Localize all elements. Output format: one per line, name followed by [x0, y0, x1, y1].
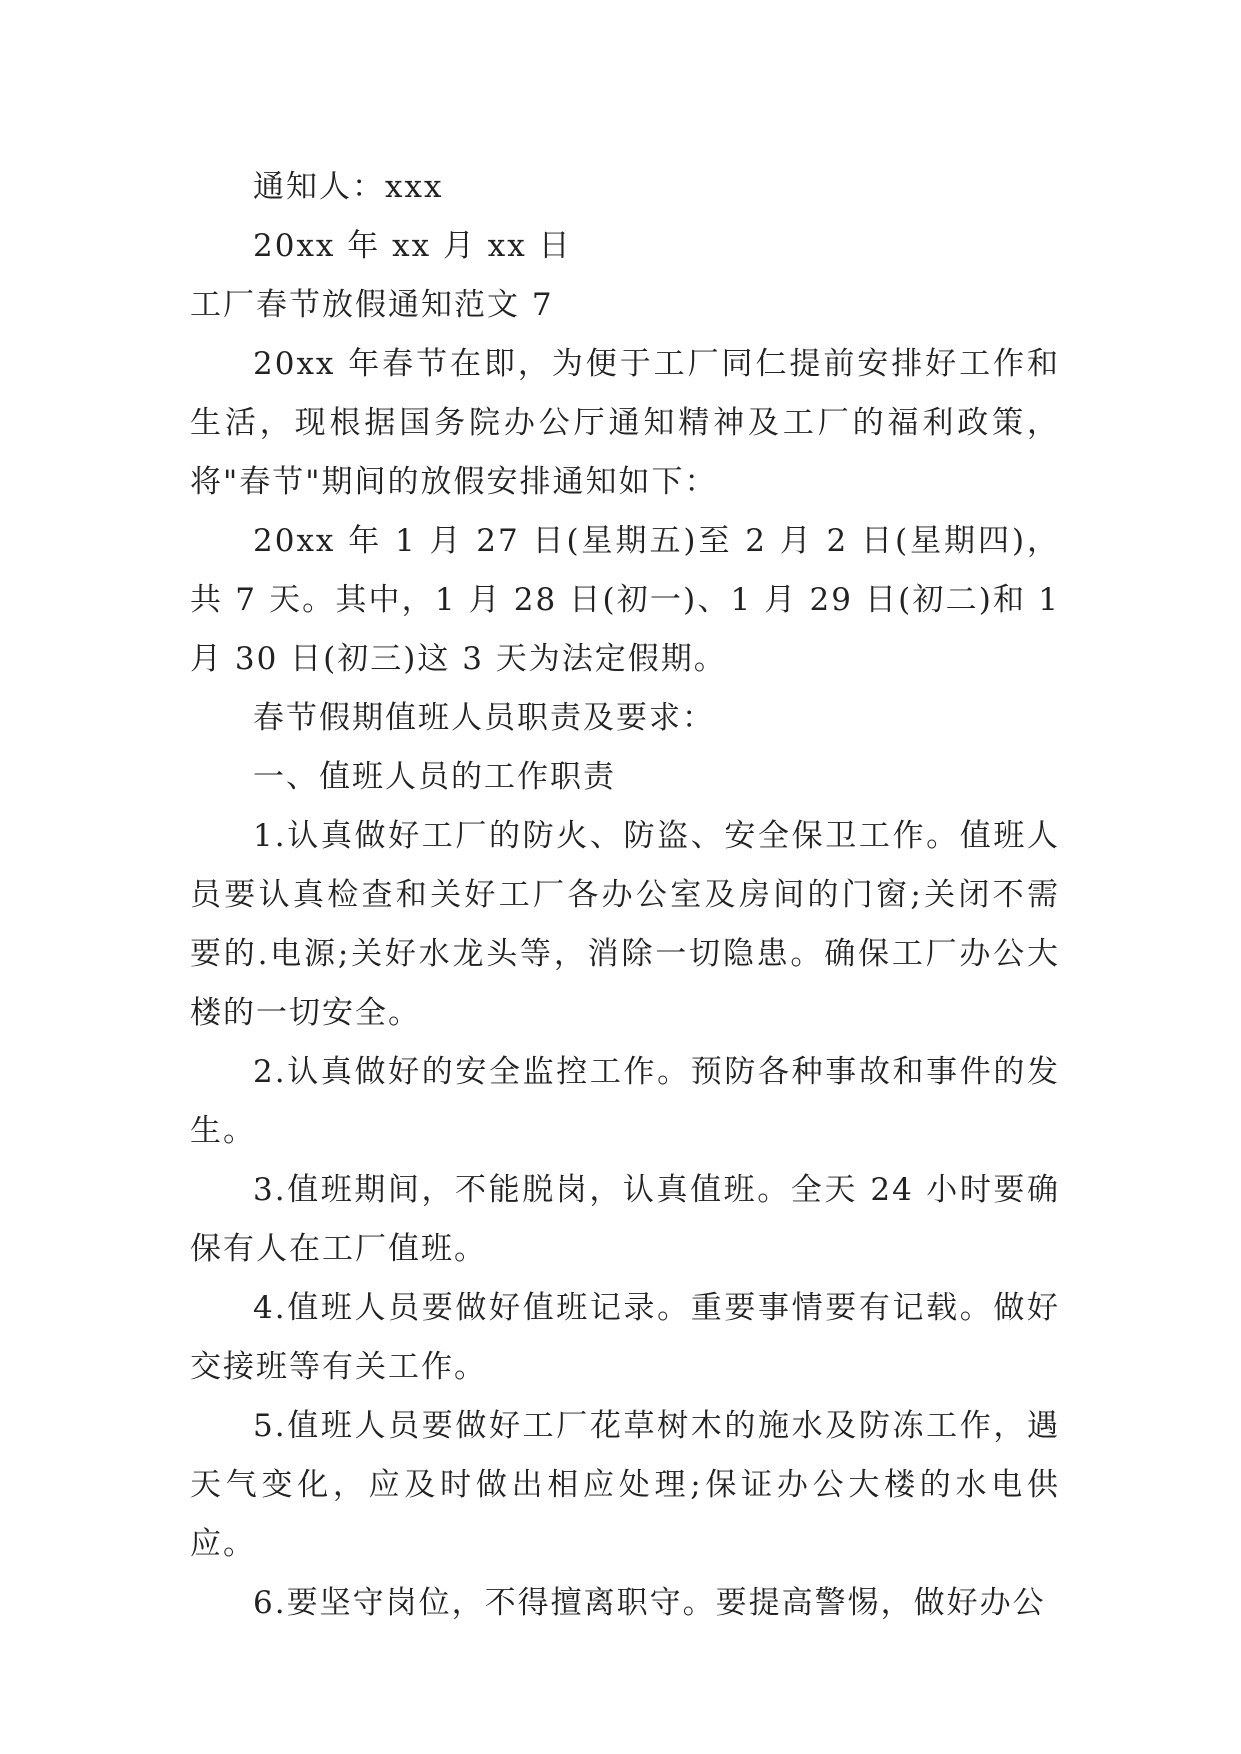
- duty-heading: 春节假期值班人员职责及要求：: [253, 700, 715, 736]
- document-body: [190, 158, 1060, 1633]
- notifier-line: 通知人：xxx: [253, 169, 444, 205]
- section-title: 工厂春节放假通知范文 7: [190, 287, 554, 323]
- duty-item-3: 3.值班期间，不能脱岗，认真值班。全天 24 小时要确保有人在工厂值班。: [190, 1172, 1060, 1267]
- holiday-paragraph: 20xx 年 1 月 27 日(星期五)至 2 月 2 日(星期四)，共 7 天。其中，1 月 28 日(初一)、1 月 29 日(初二)和 1 月 30 日(初三)这 3 天为法定假期。: [190, 523, 1060, 677]
- duty-item-6: 6.要坚守岗位，不得擅离职守。要提高警惕，做好办公: [253, 1585, 1046, 1621]
- duty-item-4: 4.值班人员要做好值班记录。重要事情要有记载。做好交接班等有关工作。: [190, 1290, 1060, 1385]
- duty-subheading: 一、值班人员的工作职责: [253, 759, 616, 795]
- duty-item-5: 5.值班人员要做好工厂花草树木的施水及防冻工作，遇天气变化，应及时做出相应处理;保证办公大楼的水电供应。: [190, 1408, 1060, 1562]
- date-line: 20xx 年 xx 月 xx 日: [253, 228, 572, 264]
- duty-item-2: 2.认真做好的安全监控工作。预防各种事故和事件的发生。: [190, 1054, 1060, 1149]
- intro-paragraph: 20xx 年春节在即，为便于工厂同仁提前安排好工作和生活，现根据国务院办公厅通知精神及工厂的福利政策，将"春节"期间的放假安排通知如下：: [190, 346, 1060, 500]
- duty-item-1: 1.认真做好工厂的防火、防盗、安全保卫工作。值班人员要认真检查和关好工厂各办公室及房间的门窗;关闭不需要的.电源;关好水龙头等，消除一切隐患。确保工厂办公大楼的一切安全。: [190, 818, 1060, 1031]
